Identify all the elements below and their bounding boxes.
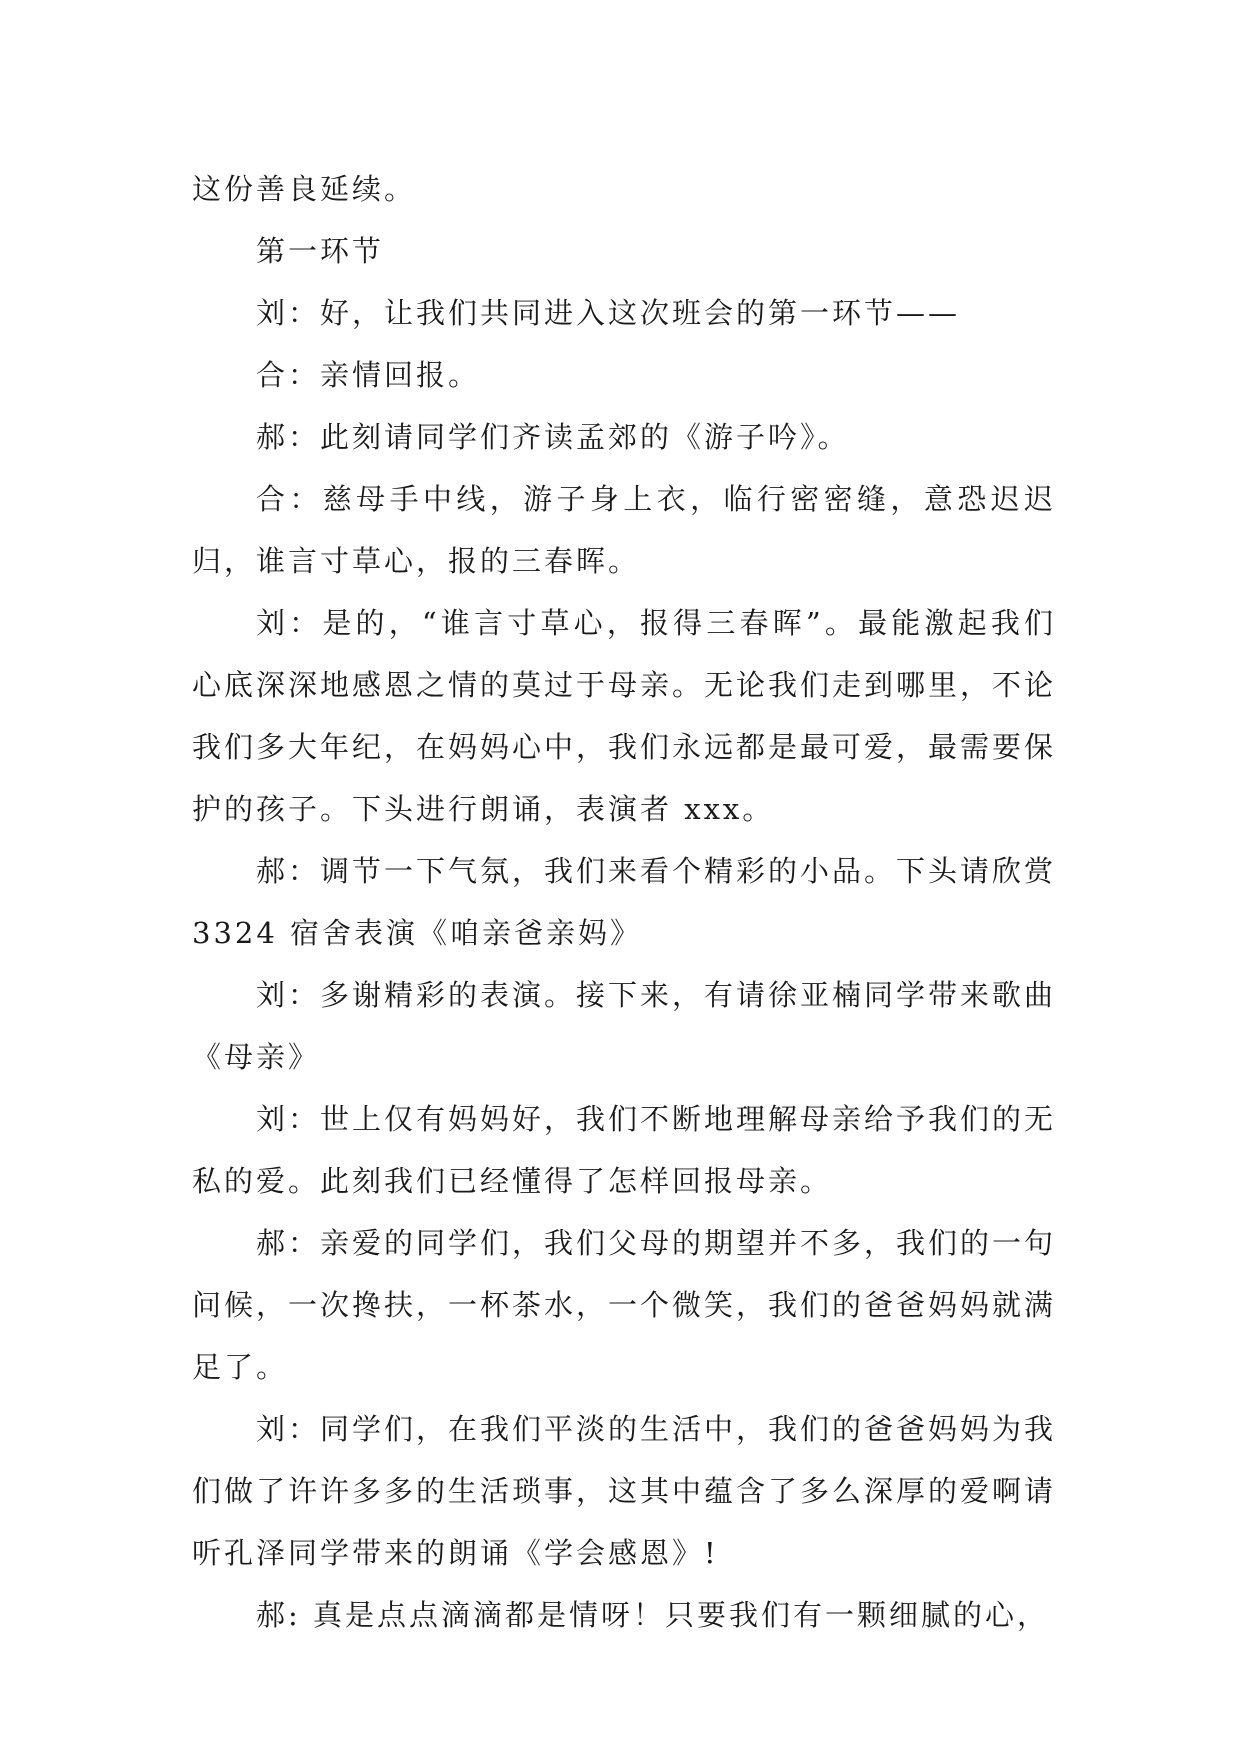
paragraph-hao-2: 郝：调节一下气氛，我们来看个精彩的小品。下头请欣赏 3324 宿舍表演《咱亲爸亲妈》 <box>192 854 1057 950</box>
paragraph-liu-3: 刘：多谢精彩的表演。接下来，有请徐亚楠同学带来歌曲《母亲》 <box>192 978 1057 1074</box>
paragraph-liu-4: 刘：世上仅有妈妈好，我们不断地理解母亲给予我们的无私的爱。此刻我们已经懂得了怎样回报母亲。 <box>192 1102 1057 1198</box>
paragraph-hao-1: 郝：此刻请同学们齐读孟郊的《游子吟》。 <box>256 420 850 454</box>
paragraph-chorus-poem: 合：慈母手中线，游子身上衣，临行密密缝，意恐迟迟归，谁言寸草心，报的三春晖。 <box>192 482 1056 578</box>
document-body <box>192 158 1056 1646</box>
paragraph-hao-3: 郝：亲爱的同学们，我们父母的期望并不多，我们的一句问候，一次搀扶，一杯茶水，一个微笑，我们的爸爸妈妈就满足了。 <box>192 1226 1057 1384</box>
paragraph-liu-5: 刘：同学们，在我们平淡的生活中，我们的爸爸妈妈为我们做了许许多多的生活琐事，这其中蕴含了多么深厚的爱啊请听孔泽同学带来的朗诵《学会感恩》! <box>192 1412 1057 1570</box>
paragraph-chorus-1: 合：亲情回报。 <box>256 358 481 392</box>
section-heading: 第一环节 <box>256 234 385 268</box>
paragraph-liu-intro: 刘：好，让我们共同进入这次班会的第一环节—— <box>256 296 961 330</box>
paragraph-hao-4: 郝: 真是点点滴滴都是情呀！只要我们有一颗细腻的心， <box>256 1598 1049 1632</box>
paragraph-continuation: 这份善良延续。 <box>192 172 417 206</box>
paragraph-liu-2: 刘：是的，“谁言寸草心，报得三春晖”。最能激起我们心底深深地感恩之情的莫过于母亲。无论我们走到哪里，不论我们多大年纪，在妈妈心中，我们永远都是最可爱，最需要保护的孩子。下头进行朗诵，表演者 xxx。 <box>192 606 1057 826</box>
